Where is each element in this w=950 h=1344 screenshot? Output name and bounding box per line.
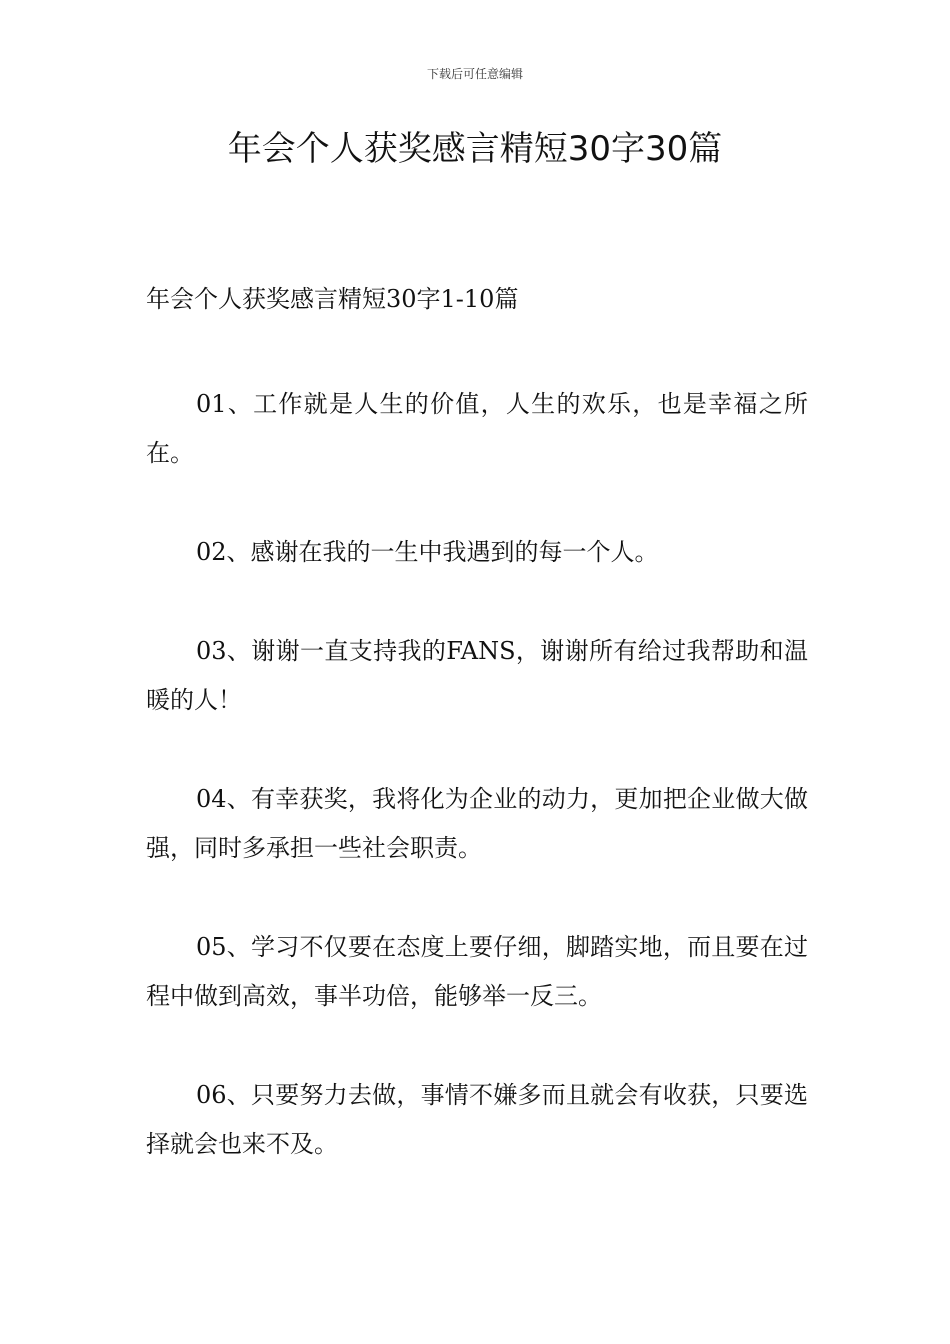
section-heading: 年会个人获奖感言精短30字1-10篇: [146, 285, 519, 313]
entry-04: 04、有幸获奖，我将化为企业的动力，更加把企业做大做强，同时多承担一些社会职责。: [146, 785, 808, 862]
entry-01: 01、工作就是人生的价值，人生的欢乐，也是幸福之所在。: [146, 390, 808, 467]
header-note: 下载后可任意编辑: [426, 67, 523, 81]
entry-02: 02、感谢在我的一生中我遇到的每一个人。: [196, 538, 659, 566]
entry-06: 06、只要努力去做，事情不嫌多而且就会有收获，只要选择就会也来不及。: [146, 1081, 808, 1158]
entry-05: 05、学习不仅要在态度上要仔细，脚踏实地，而且要在过程中做到高效，事半功倍，能够举一反三。: [146, 933, 808, 1010]
entry-list: [146, 380, 808, 1219]
document-title: 年会个人获奖感言精短30字30篇: [227, 129, 723, 169]
entry-03: 03、谢谢一直支持我的FANS，谢谢所有给过我帮助和温暖的人！: [146, 637, 808, 714]
